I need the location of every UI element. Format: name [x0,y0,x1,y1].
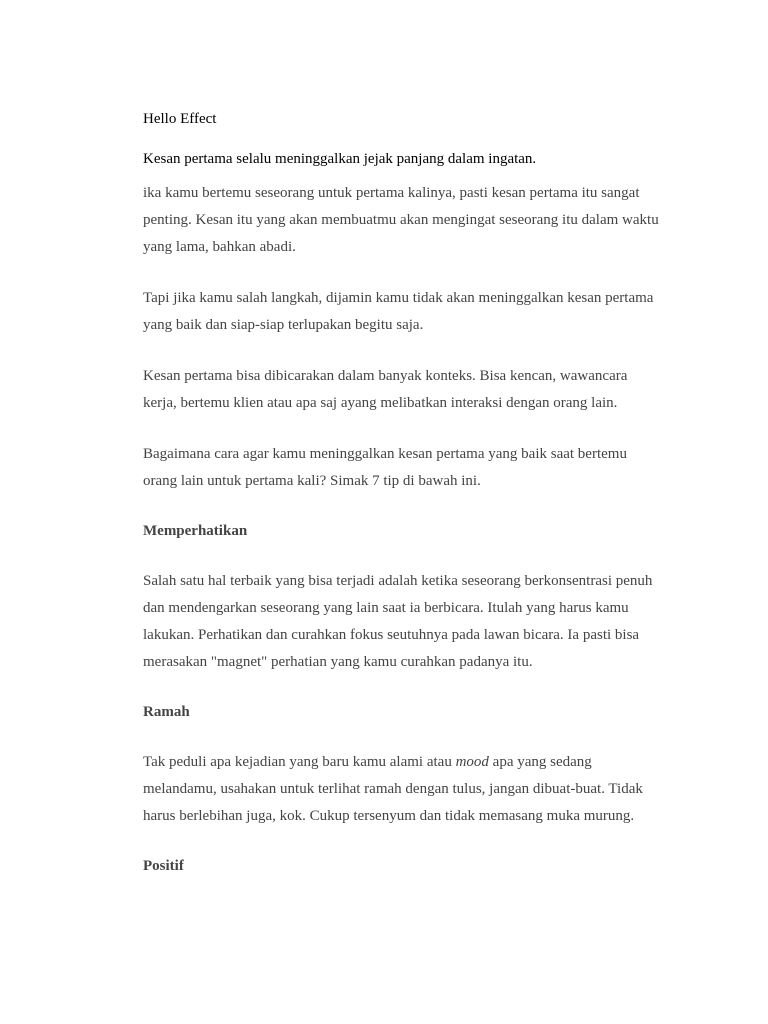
paragraph-contexts: Kesan pertama bisa dibicarakan dalam banyak konteks. Bisa kencan, wawancara kerja, bertemu klien atau apa saj ayang melibatkan interaksi dengan orang lain. [143,368,628,411]
document-title: Hello Effect [143,111,217,127]
paragraph-intro: ika kamu bertemu seseorang untuk pertama kalinya, pasti kesan pertama itu sangat penting. Kesan itu yang akan membuatmu akan mengingat seseorang itu dalam waktu yang lama, bahkan abadi. [143,185,659,255]
section-heading-ramah: Ramah [143,704,190,720]
section-heading-memperhatikan: Memperhatikan [143,523,248,539]
ramah-text-start: Tak peduli apa kejadian yang baru kamu alami atau [143,754,456,770]
section-heading-positif: Positif [143,858,184,874]
ramah-text-end: apa yang sedang melandamu, usahakan untuk terlihat ramah dengan tulus, jangan dibuat-buat. Tidak harus berlebihan juga, kok. Cukup tersenyum dan tidak memasang muka murung. [143,754,643,824]
section-body-ramah [143,749,663,830]
paragraph-wrong-step: Tapi jika kamu salah langkah, dijamin kamu tidak akan meninggalkan kesan pertama yang baik dan siap-siap terlupakan begitu saja. [143,290,654,333]
paragraph-tips-intro: Bagaimana cara agar kamu meninggalkan kesan pertama yang baik saat bertemu orang lain untuk pertama kali? Simak 7 tip di bawah ini. [143,446,627,489]
document-lead: Kesan pertama selalu meninggalkan jejak panjang dalam ingatan. [143,151,537,167]
document-page [143,108,663,880]
ramah-text-emphasis: mood [455,754,489,770]
section-body-memperhatikan: Salah satu hal terbaik yang bisa terjadi adalah ketika seseorang berkonsentrasi penuh dan mendengarkan seseorang yang lain saat ia berbicara. Itulah yang harus kamu lakukan. Perhatikan dan curahkan fokus seutuhnya pada lawan bicara. Ia pasti bisa merasakan "magnet" perhatian yang kamu curahkan padanya itu. [143,573,653,670]
